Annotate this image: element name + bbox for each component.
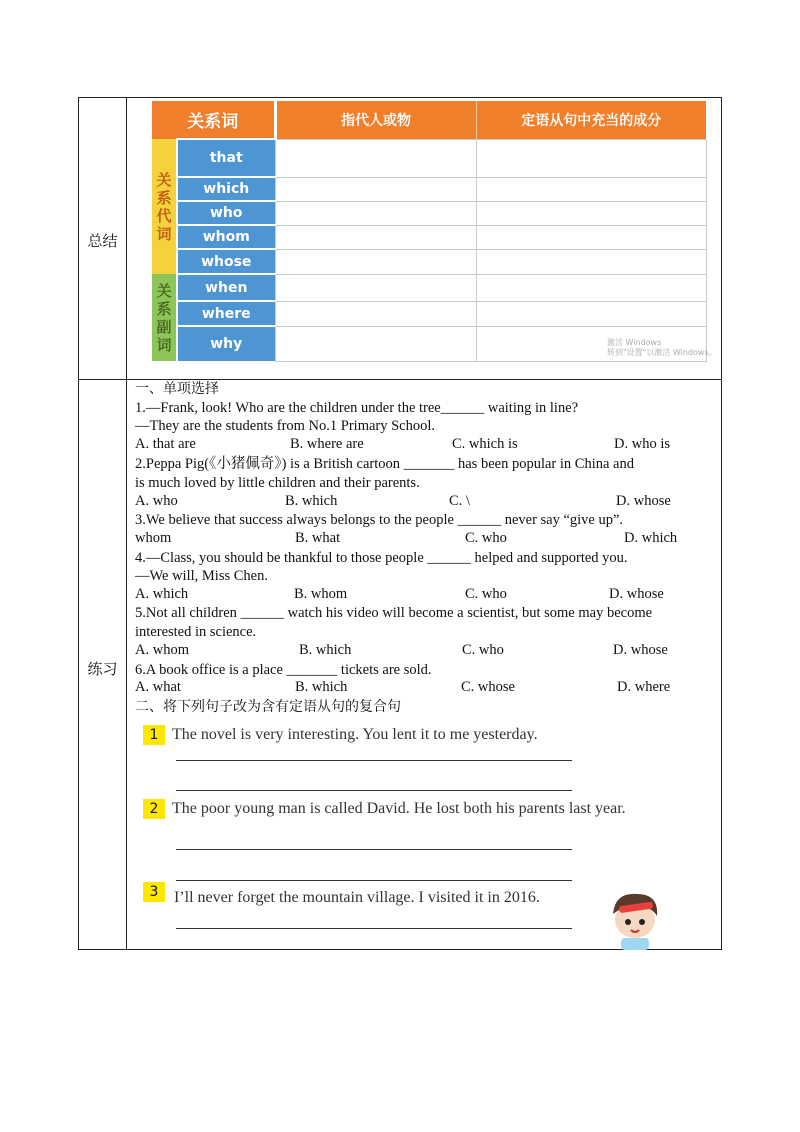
item-3-sentence: I’ll never forget the mountain village. I visited it in 2016. — [174, 889, 540, 906]
cell-blank — [476, 177, 706, 201]
word-which: which — [177, 177, 275, 201]
answer-line[interactable] — [176, 849, 572, 850]
question-2-line: 2.Peppa Pig(《小猪佩奇》) is a British cartoon _______ has been popular in China and — [135, 456, 634, 472]
section2-title: 二、将下列句子改为含有定语从句的复合句 — [135, 699, 401, 715]
option-c[interactable]: C. \ — [449, 493, 470, 509]
header-refers-to: 指代人或物 — [275, 101, 476, 139]
question-2-line-cont: is much loved by little children and their parents. — [135, 475, 420, 491]
word-whose: whose — [177, 249, 275, 274]
section1-title: 一、单项选择 — [135, 381, 219, 397]
cell-blank — [275, 139, 476, 177]
windows-watermark — [607, 338, 717, 358]
cartoon-boy-icon — [585, 884, 685, 950]
cell-blank — [275, 201, 476, 225]
option-a[interactable]: A. whom — [135, 642, 189, 658]
word-when: when — [177, 274, 275, 301]
cell-blank — [275, 177, 476, 201]
option-b[interactable]: B. which — [299, 642, 352, 658]
cell-blank — [275, 249, 476, 274]
question-5-line: 5.Not all children ______ watch his video will become a scientist, but some may become — [135, 605, 653, 621]
question-3-options — [135, 530, 720, 549]
word-that: that — [177, 139, 275, 177]
question-1-options — [135, 436, 720, 455]
option-a[interactable]: A. who — [135, 493, 178, 509]
word-whom: whom — [177, 225, 275, 249]
question-1-line: 1.—Frank, look! Who are the children under the tree______ waiting in line? — [135, 400, 579, 416]
column-divider — [126, 98, 127, 949]
header-relative-word: 关系词 — [152, 101, 275, 139]
group-relative-adverbs: 关 系 副 词 — [152, 274, 177, 361]
cell-blank — [275, 326, 476, 361]
relative-words-table — [152, 101, 707, 362]
item-number-badge: 1 — [143, 725, 165, 745]
word-where: where — [177, 301, 275, 326]
option-d[interactable]: D. which — [624, 530, 678, 546]
item-number-badge: 2 — [143, 799, 165, 819]
answer-line[interactable] — [176, 928, 572, 929]
cell-blank — [476, 274, 706, 301]
question-6-line: 6.A book office is a place _______ tickets are sold. — [135, 662, 432, 678]
question-2-options — [135, 493, 720, 512]
answer-line[interactable] — [176, 790, 572, 791]
group-relative-pronouns: 关 系 代 词 — [152, 139, 177, 274]
question-1-reply: —They are the students from No.1 Primary School. — [135, 418, 436, 434]
answer-line[interactable] — [176, 880, 572, 881]
cell-blank — [476, 301, 706, 326]
item-2-sentence: The poor young man is called David. He lost both his parents last year. — [172, 800, 626, 817]
question-6-options — [135, 679, 720, 698]
option-a[interactable]: A. what — [135, 679, 181, 695]
item-number-badge: 3 — [143, 882, 165, 902]
word-why: why — [177, 326, 275, 361]
summary-row-label: 总结 — [87, 232, 118, 250]
question-3-line: 3.We believe that success always belongs to the people ______ never say “give up”. — [135, 512, 624, 528]
option-d[interactable]: D. whose — [609, 586, 664, 602]
cell-blank — [476, 225, 706, 249]
item-1-sentence: The novel is very interesting. You lent it to me yesterday. — [172, 726, 538, 743]
question-5-line-cont: interested in science. — [135, 624, 257, 640]
option-b[interactable]: B. which — [295, 679, 348, 695]
watermark-line: 激活 Windows — [607, 338, 662, 347]
option-d[interactable]: D. whose — [616, 493, 671, 509]
question-4-reply: —We will, Miss Chen. — [135, 568, 268, 584]
cell-blank — [476, 249, 706, 274]
option-a[interactable]: whom — [135, 530, 172, 546]
question-4-options — [135, 586, 720, 605]
option-c[interactable]: C. which is — [452, 436, 518, 452]
option-d[interactable]: D. where — [617, 679, 671, 695]
question-4-line: 4.—Class, you should be thankful to those people ______ helped and supported you. — [135, 550, 628, 566]
practice-row-label: 练习 — [87, 660, 118, 678]
watermark-line: 转到"设置"以激活 Windows。 — [607, 348, 717, 357]
option-b[interactable]: B. which — [285, 493, 338, 509]
answer-line[interactable] — [176, 760, 572, 761]
cell-blank — [476, 201, 706, 225]
option-c[interactable]: C. who — [465, 530, 507, 546]
cell-blank — [275, 274, 476, 301]
word-who: who — [177, 201, 275, 225]
option-c[interactable]: C. who — [462, 642, 504, 658]
option-a[interactable]: A. which — [135, 586, 189, 602]
option-c[interactable]: C. whose — [461, 679, 515, 695]
cell-blank — [275, 225, 476, 249]
option-a[interactable]: A. that are — [135, 436, 196, 452]
option-d[interactable]: D. who is — [614, 436, 670, 452]
option-d[interactable]: D. whose — [613, 642, 668, 658]
cell-blank — [476, 139, 706, 177]
option-c[interactable]: C. who — [465, 586, 507, 602]
option-b[interactable]: B. what — [295, 530, 341, 546]
question-5-options — [135, 642, 720, 661]
option-b[interactable]: B. where are — [290, 436, 364, 452]
cell-blank — [275, 301, 476, 326]
header-clause-role: 定语从句中充当的成分 — [476, 101, 706, 139]
option-b[interactable]: B. whom — [294, 586, 348, 602]
